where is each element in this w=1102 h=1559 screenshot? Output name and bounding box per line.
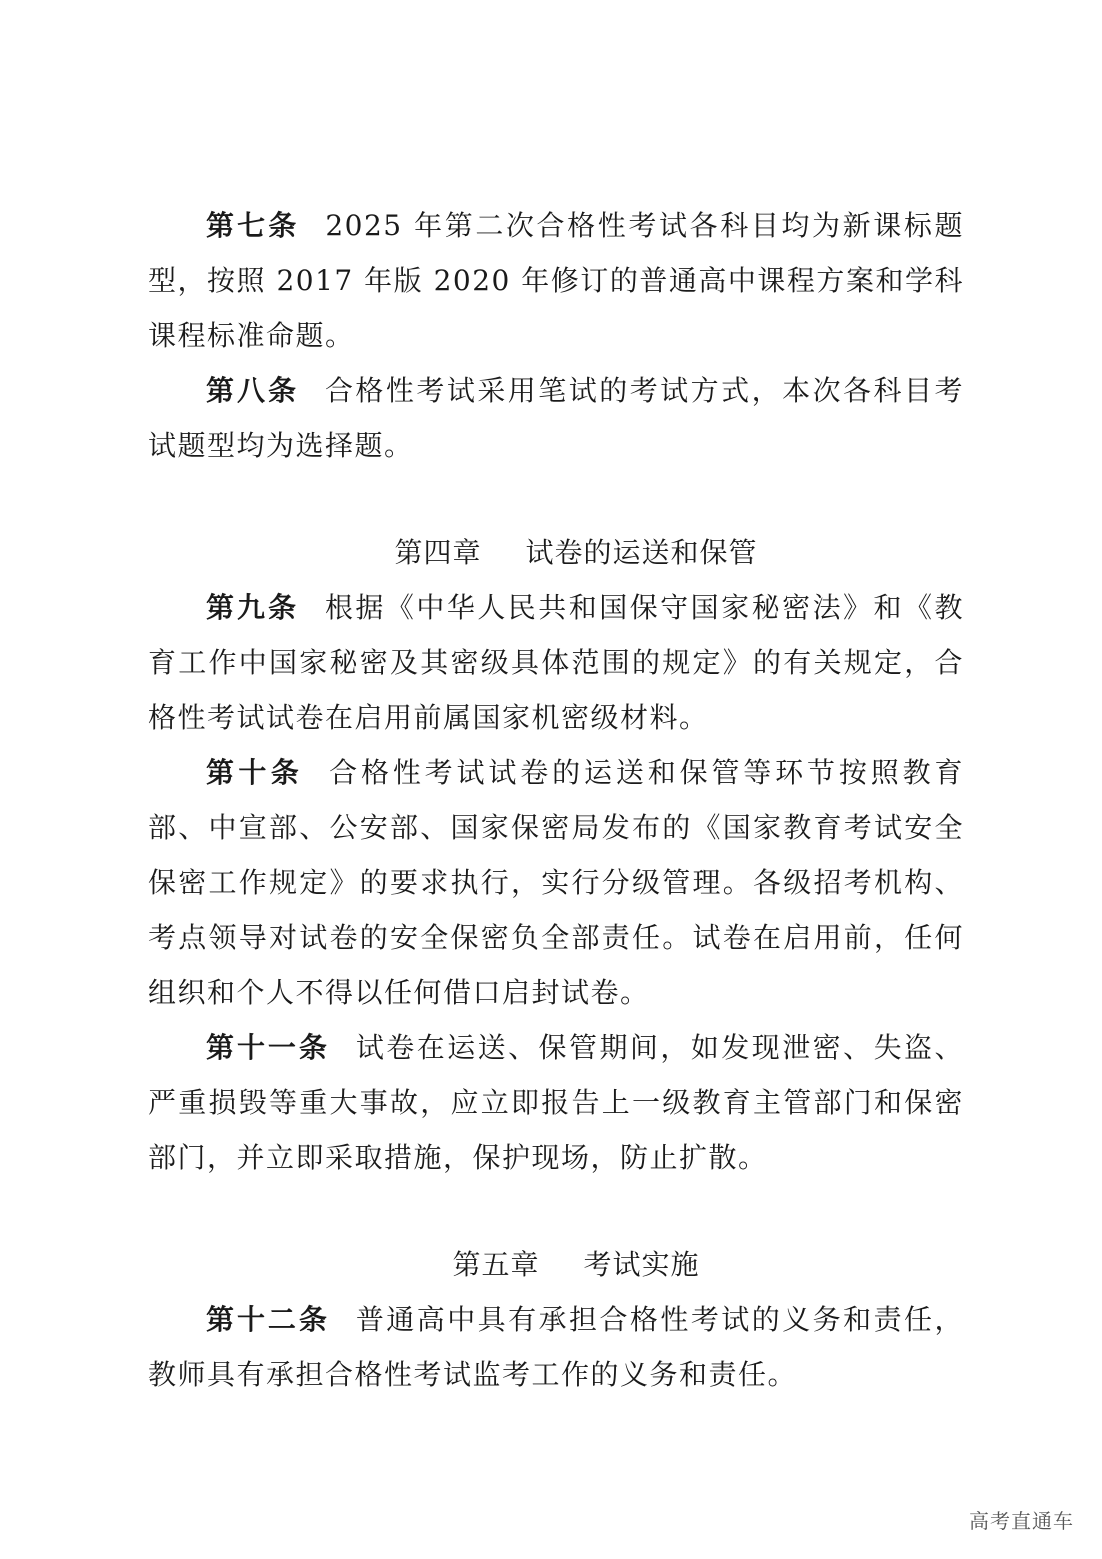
article-text: 2025 年第二次合格性考试各科目均为新课标题型，按照 2017 年版 2020 年修订的普通高中课程方案和学科课程标准命题。: [148, 209, 964, 352]
article-text: 试卷在运送、保管期间，如发现泄密、失盗、严重损毁等重大事故，应立即报告上一级教育主管部门和保密部门，并立即采取措施，保护现场，防止扩散。: [148, 1031, 964, 1174]
watermark-text: 高考直通车: [969, 1509, 1074, 1533]
article-text: 根据《中华人民共和国保守国家秘密法》和《教育工作中国家秘密及其密级具体范围的规定》的有关规定，合格性考试试卷在启用前属国家机密级材料。: [148, 591, 964, 734]
chapter-number: 第四章: [394, 536, 482, 569]
article-text: 合格性考试采用笔试的考试方式，本次各科目考试题型均为选择题。: [148, 374, 964, 462]
chapter-5-heading: [148, 1237, 964, 1292]
document-body: [148, 198, 964, 1402]
article-7: [148, 198, 964, 363]
article-number: 第七条: [206, 209, 300, 242]
chapter-number: 第五章: [452, 1248, 540, 1281]
article-9: [148, 580, 964, 745]
chapter-title: 考试实施: [583, 1248, 700, 1281]
article-number: 第九条: [206, 591, 299, 624]
article-10: [148, 745, 964, 1020]
article-11: [148, 1020, 964, 1185]
spacer: [148, 1185, 964, 1237]
article-text: 合格性考试试卷的运送和保管等环节按照教育部、中宣部、公安部、国家保密局发布的《国家教育考试安全保密工作规定》的要求执行，实行分级管理。各级招考机构、考点领导对试卷的安全保密负全部责任。试卷在启用前，任何组织和个人不得以任何借口启封试卷。: [148, 756, 964, 1009]
article-number: 第八条: [206, 374, 299, 407]
article-8: [148, 363, 964, 473]
article-number: 第十二条: [206, 1303, 330, 1336]
article-text: 普通高中具有承担合格性考试的义务和责任，教师具有承担合格性考试监考工作的义务和责任。: [148, 1303, 964, 1391]
article-number: 第十条: [206, 756, 304, 789]
article-number: 第十一条: [206, 1031, 330, 1064]
spacer: [148, 473, 964, 525]
article-12: [148, 1292, 964, 1402]
chapter-4-heading: [148, 525, 964, 580]
chapter-title: 试卷的运送和保管: [525, 536, 758, 569]
